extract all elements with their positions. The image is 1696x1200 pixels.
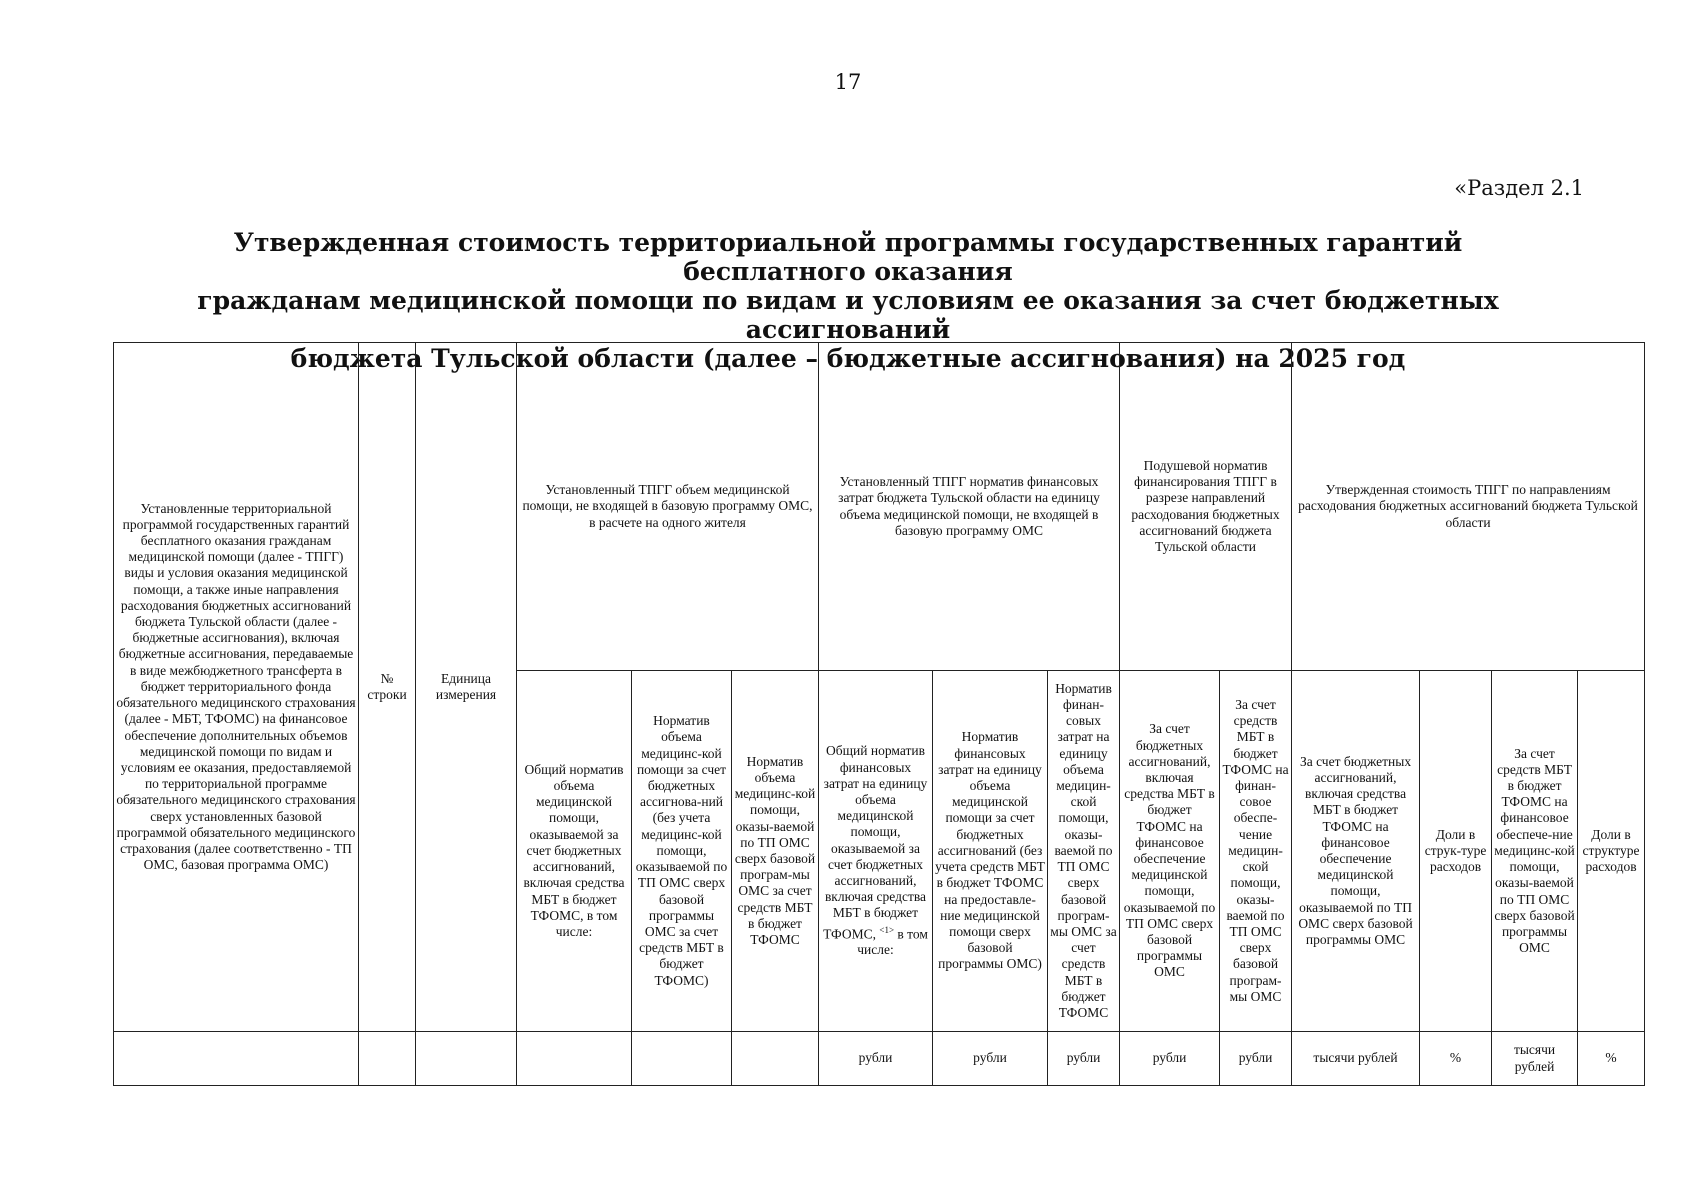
footnote-ref: <1> [879,924,895,935]
unit-cell [517,1032,632,1086]
header-volume-mbt: Норматив объема медицинс-кой помощи, оказы-ваемой по ТП ОМС сверх базовой програм-мы ОМС за счет средств МБТ в бюджет ТФОМС [732,671,819,1032]
header-cost-total-text: Общий норматив финансовых затрат на единицу объема медицинской помощи, оказываемой за счет бюджетных ассигнований, включая средства МБТ в бюджет ТФОМС, [823,743,928,942]
title-line-3: бюджета Тульской области (далее – бюджетные ассигнования) на 2025 год [290,344,1406,373]
header-unit: Единица измерения [416,343,517,1032]
title-line-2: гражданам медицинской помощи по видам и условиям ее оказания за счет бюджетных ассигнований [197,286,1499,344]
header-row-groups [114,343,1645,671]
header-row-number: № строки [359,343,416,1032]
header-per-capita-budget: За счет бюджетных ассигнований, включая средства МБТ в бюджет ТФОМС на финансовое обеспечение медицинской помощи, оказываемой по ТП ОМС сверх базовой программы ОМС [1120,671,1220,1032]
section-label: «Раздел 2.1 [1454,176,1584,200]
header-care-types: Установленные территориальной программой государственных гарантий бесплатного оказания гражданам медицинской помощи (далее - ТПГГ) виды и условия оказания медицинской помощи, а также иные направления расходования бюджетных ассигнований бюджета Тульской области (далее - бюджетные ассигнования), включая бюджетные ассигнования, передаваемые в виде межбюджетного трансферта в бюджет территориального фонда обязательного медицинского страхования (далее - МБТ, ТФОМС) на финансовое обеспечение дополнительных объемов медицинской помощи по видам и условиям ее оказания, предоставляемой по территориальной программе обязательного медицинского страхования сверх установленных базовой программой обязательного медицинского страхования (далее соответственно - ТП ОМС, базовая программа ОМС) [114,343,359,1032]
title-line-1: Утвержденная стоимость территориальной программы государственных гарантий бесплатного оказания [233,228,1463,286]
unit-cell: рубли [1220,1032,1292,1086]
unit-cell: % [1578,1032,1645,1086]
unit-cell: % [1420,1032,1492,1086]
unit-cell: рубли [1120,1032,1220,1086]
header-cost-budget: Норматив финансовых затрат на единицу объема медицинской помощи за счет бюджетных ассигнований (без учета средств МБТ в бюджет ТФОМС на предоставле-ние медицинской помощи сверх базовой программы ОМС) [933,671,1048,1032]
header-total-budget-share: Доли в струк-туре расходов [1420,671,1492,1032]
unit-cell: рубли [819,1032,933,1086]
unit-cell [732,1032,819,1086]
header-total-mbt: За счет средств МБТ в бюджет ТФОМС на финансовое обеспече-ние медицинс-кой помощи, оказы-ваемой по ТП ОМС сверх базовой программы ОМС [1492,671,1578,1032]
unit-cell: рубли [1048,1032,1120,1086]
page-number: 17 [834,70,862,94]
header-group-volume: Установленный ТПГГ объем медицинской помощи, не входящей в базовую программу ОМС, в расчете на одного жителя [517,343,819,671]
header-total-budget: За счет бюджетных ассигнований, включая средства МБТ в бюджет ТФОМС на финансовое обеспечение медицинской помощи, оказываемой по ТП ОМС сверх базовой программы ОМС [1292,671,1420,1032]
unit-cell [359,1032,416,1086]
header-volume-total: Общий норматив объема медицинской помощи, оказываемой за счет бюджетных ассигнований, включая средства МБТ в бюджет ТФОМС, в том числе: [517,671,632,1032]
unit-cell [416,1032,517,1086]
header-cost-mbt: Норматив финан-совых затрат на единицу объема медицин-ской помощи, оказы-ваемой по ТП ОМС сверх базовой програм-мы ОМС за счет средств МБТ в бюджет ТФОМС [1048,671,1120,1032]
unit-cell: тысячи рублей [1292,1032,1420,1086]
unit-cell: тысячи рублей [1492,1032,1578,1086]
unit-cell [114,1032,359,1086]
header-group-per-capita: Подушевой норматив финансирования ТПГГ в разрезе направлений расходования бюджетных ассигнований бюджета Тульской области [1120,343,1292,671]
header-cost-total [819,671,933,1032]
header-volume-budget: Норматив объема медицинс-кой помощи за счет бюджетных ассигнова-ний (без учета медицинс-кой помощи, оказываемой по ТП ОМС сверх базовой программы ОМС за счет средств МБТ в бюджет ТФОМС) [632,671,732,1032]
units-row [114,1032,1645,1086]
header-total-mbt-share: Доли в структуре расходов [1578,671,1645,1032]
budget-table [113,342,1645,1086]
header-group-cost: Установленный ТПГГ норматив финансовых затрат бюджета Тульской области на единицу объема медицинской помощи, не входящей в базовую программу ОМС [819,343,1120,671]
header-per-capita-mbt: За счет средств МБТ в бюджет ТФОМС на финан-совое обеспе-чение медицин-ской помощи, оказы-ваемой по ТП ОМС сверх базовой програм-мы ОМС [1220,671,1292,1032]
unit-cell [632,1032,732,1086]
header-cost-total-tail: в том числе: [857,926,928,958]
unit-cell: рубли [933,1032,1048,1086]
header-group-total: Утвержденная стоимость ТПГГ по направлениям расходования бюджетных ассигнований бюджета Тульской области [1292,343,1645,671]
